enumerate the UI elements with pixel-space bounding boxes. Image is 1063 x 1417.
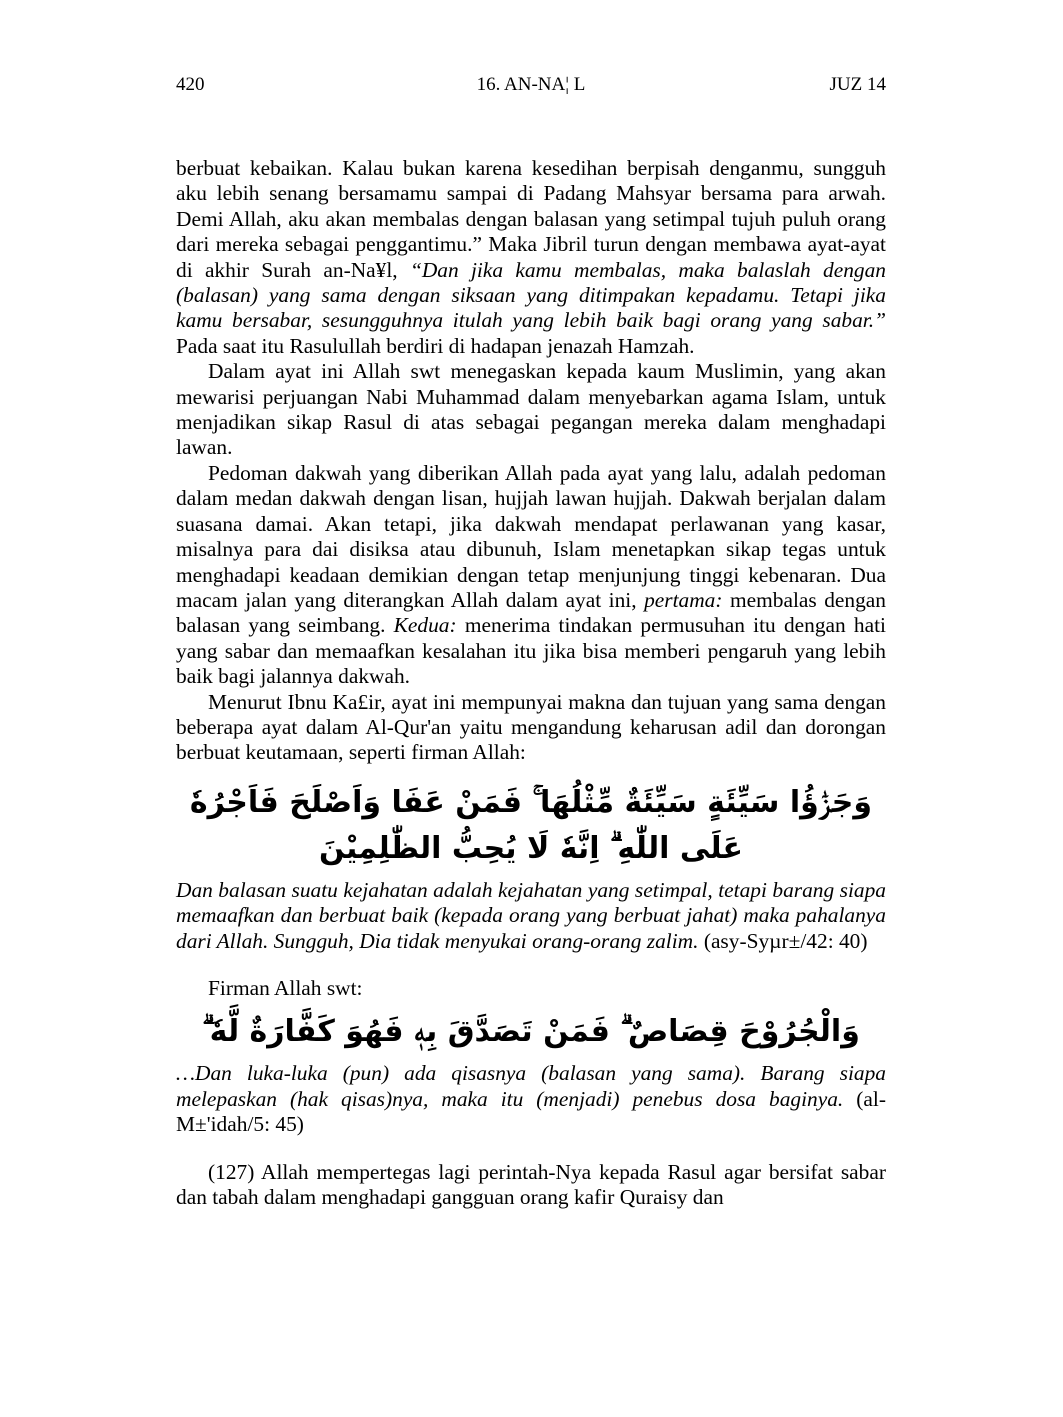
emphasis-second: Kedua:	[393, 613, 457, 638]
translation-text: Dan balasan suatu kejahatan adalah kejahatan yang setimpal, tetapi barang siapa memaafkan dan berbuat baik (kepada orang yang berbuat jahat) maka pahalanya dari Allah. Sungguh, Dia tidak menyukai orang-orang zalim.	[176, 877, 886, 953]
verse-reference: (al-M±'idah/5: 45)	[176, 1086, 886, 1137]
paragraph: Dalam ayat ini Allah swt menegaskan kepada kaum Muslimin, yang akan mewarisi perjuangan Nabi Muhammad dalam menyebarkan agama Islam, untuk menjadikan sikap Rasul di atas sebagai pegangan mereka dalam menghadapi lawan.	[176, 359, 886, 460]
verse-reference: (asy-Syµr±/42: 40)	[698, 928, 868, 953]
paragraph: (127) Allah mempertegas lagi perintah-Nya kepada Rasul agar bersifat sabar dan tabah dalam menghadapi gangguan orang kafir Quraisy dan	[176, 1159, 886, 1209]
paragraph-text: membalas dengan balasan yang seimbang.	[176, 587, 886, 638]
paragraph: Firman Allah swt:	[208, 975, 363, 1000]
running-header	[176, 74, 886, 102]
paragraph-continuation	[176, 156, 886, 359]
paragraph-text: menerima tindakan permusuhan itu dengan hati yang sabar dan memaafkan kesalahan itu jika bisa memberi pengaruh yang lebih baik bagi jalannya dakwah.	[176, 613, 886, 689]
spacer	[176, 954, 886, 976]
paragraph-text: Pada saat itu Rasulullah berdiri di hadapan jenazah Hamzah.	[176, 333, 695, 358]
juz-label: JUZ 14	[829, 74, 886, 95]
verse-translation	[176, 1061, 886, 1137]
arabic-verse: وَجَزٰۤؤُا سَيِّئَةٍ سَيِّئَةٌ مِّثْلُهَا ۚ فَمَنْ عَفَا وَاَصْلَحَ فَاَجْرُهٗ عَلَى اللّٰهِ ۗ اِنَّهٗ لَا يُحِبُّ الظّٰلِمِيْنَ	[189, 784, 873, 866]
paragraph: Menurut Ibnu Ka£ir, ayat ini mempunyai makna dan tujuan yang sama dengan beberapa ayat dalam Al-Qur'an yaitu mengandung keharusan adil dan dorongan berbuat keutamaan, seperti firman Allah:	[176, 689, 886, 765]
chapter-title: 16. AN-NA¦ L	[476, 74, 586, 95]
quoted-verse-translation: “Dan jika kamu membalas, maka balaslah dengan (balasan) yang sama dengan siksaan yang ditimpakan kepadamu. Tetapi jika kamu bersabar, sesungguhnya itulah yang lebih baik bagi orang yang sabar.”	[176, 257, 886, 333]
paragraph	[176, 461, 886, 690]
paragraph-text: berbuat kebaikan. Kalau bukan karena kesedihan berpisah denganmu, sungguh aku lebih senang bersamamu sampai di Padang Mahsyar bersama para arwah. Demi Allah, aku akan membalas dengan balasan yang setimpal tujuh puluh orang dari mereka sebagai penggantimu.” Maka Jibril turun dengan membawa ayat-ayat di akhir Surah an-Na¥l,	[176, 156, 886, 282]
paragraph-text: Pedoman dakwah yang diberikan Allah pada ayat yang lalu, adalah pedoman dalam medan dakwah dengan lisan, hujjah lawan hujjah. Dakwah berjalan dalam suasana damai. Akan tetapi, jika dakwah mendapat perlawanan yang kasar, misalnya para dai disiksa atau dibunuh, Islam menetapkan sikap tegas untuk menghadapi keadaan demikian dengan tetap menjunjung tinggi kebenaran. Dua macam jalan yang diterangkan Allah dalam ayat ini,	[176, 460, 886, 612]
emphasis-first: pertama:	[644, 587, 723, 612]
verse-translation	[176, 878, 886, 954]
page-number: 420	[176, 74, 205, 95]
translation-text: …Dan luka-luka (pun) ada qisasnya (balasan yang sama). Barang siapa melepaskan (hak qisas)nya, maka itu (menjadi) penebus dosa baginya.	[176, 1061, 886, 1111]
arabic-verse: وَالْجُرُوْحَ قِصَاصٌ ۗ فَمَنْ تَصَدَّقَ بِهٖ فَهُوَ كَفَّارَةٌ لَّهٗ ۗ	[202, 1014, 860, 1050]
spacer	[176, 1138, 886, 1160]
body-text	[176, 156, 886, 1210]
